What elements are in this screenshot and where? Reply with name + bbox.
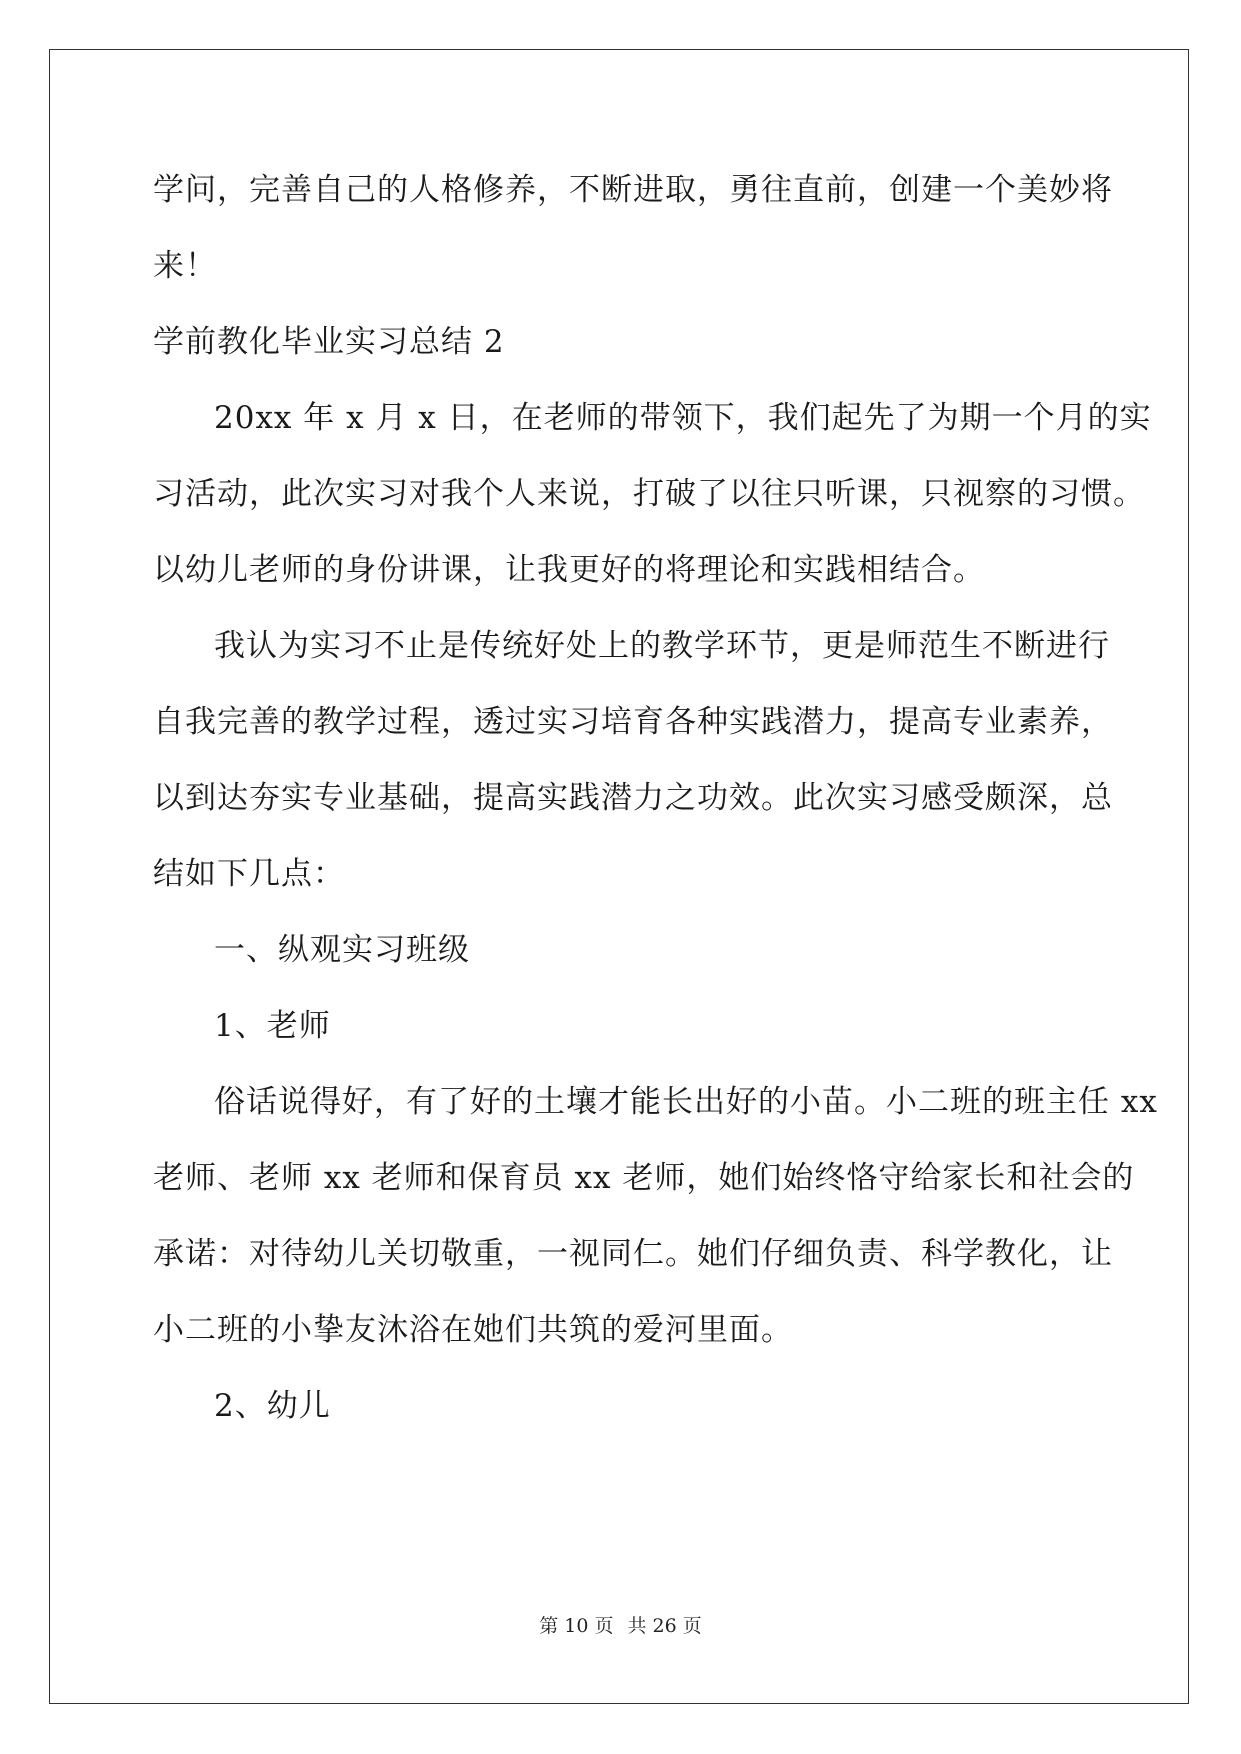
paragraph-line: 老师、老师 xx 老师和保育员 xx 老师，她们始终恪守给家长和社会的 (153, 1160, 1135, 1196)
paragraph-line: 我认为实习不止是传统好处上的教学环节，更是师范生不断进行 (214, 628, 1110, 664)
paragraph-line: 习活动，此次实习对我个人来说，打破了以往只听课，只视察的习惯。 (153, 476, 1145, 512)
subsection-heading: 1、老师 (214, 1008, 331, 1044)
section-heading: 学前教化毕业实习总结 2 (153, 324, 505, 360)
paragraph-line: 结如下几点： (153, 856, 345, 892)
paragraph-line: 以到达夯实专业基础，提高实践潜力之功效。此次实习感受颇深，总 (153, 780, 1113, 816)
paragraph-line: 俗话说得好，有了好的土壤才能长出好的小苗。小二班的班主任 xx (214, 1084, 1158, 1120)
page-total: 共 26 页 (627, 1615, 702, 1637)
subsection-heading: 2、幼儿 (214, 1388, 331, 1424)
subsection-heading: 一、纵观实习班级 (214, 932, 470, 968)
paragraph-line: 20xx 年 x 月 x 日，在老师的带领下，我们起先了为期一个月的实 (214, 400, 1152, 436)
paragraph-line: 来！ (153, 248, 217, 284)
paragraph-line: 学问，完善自己的人格修养，不断进取，勇往直前，创建一个美妙将 (153, 172, 1113, 208)
paragraph-line: 以幼儿老师的身份讲课，让我更好的将理论和实践相结合。 (153, 552, 985, 588)
paragraph-line: 自我完善的教学过程，透过实习培育各种实践潜力，提高专业素养， (153, 704, 1113, 740)
page-footer (0, 1614, 1241, 1638)
paragraph-line: 小二班的小挚友沐浴在她们共筑的爱河里面。 (153, 1312, 793, 1348)
paragraph-line: 承诺：对待幼儿关切敬重，一视同仁。她们仔细负责、科学教化，让 (153, 1236, 1113, 1272)
page-number: 第 10 页 (539, 1615, 614, 1637)
